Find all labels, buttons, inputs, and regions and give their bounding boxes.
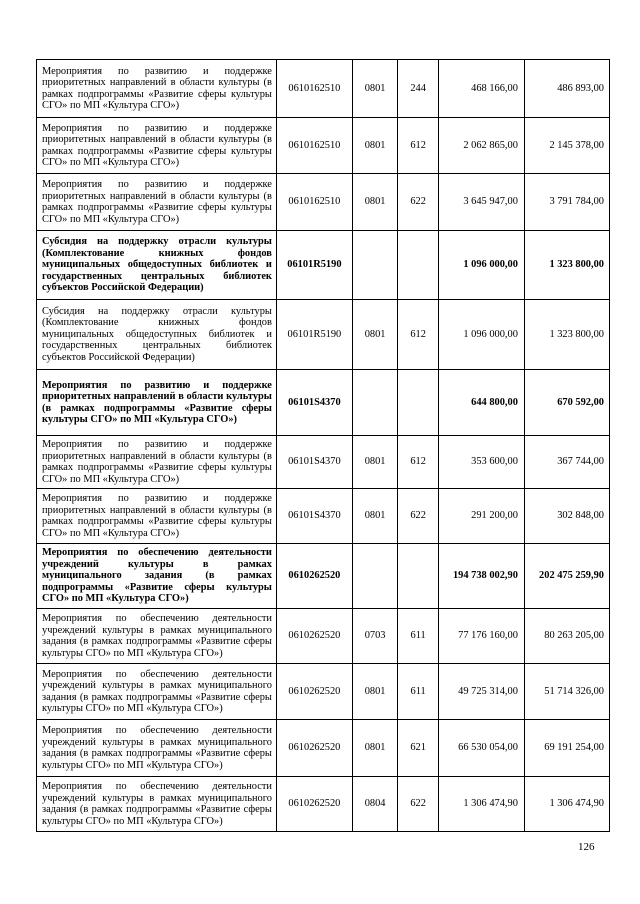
target-article-cell: 06101S4370	[276, 489, 352, 544]
amount-year2-cell: 486 893,00	[524, 60, 609, 118]
target-article-cell: 06101R5190	[276, 231, 352, 300]
expense-type-cell: 612	[398, 436, 438, 489]
amount-year1-cell: 194 738 002,90	[438, 544, 524, 609]
amount-year1-cell: 468 166,00	[438, 60, 524, 118]
expense-type-cell	[398, 544, 438, 609]
expense-type-cell: 612	[398, 300, 438, 370]
table-row-total	[37, 370, 610, 436]
expense-type-cell	[398, 231, 438, 300]
page-number: 126	[578, 841, 595, 853]
expense-type-cell: 612	[398, 118, 438, 174]
amount-year2-cell: 1 323 800,00	[524, 231, 609, 300]
section-code-cell: 0801	[352, 489, 398, 544]
table-row-total	[37, 544, 610, 609]
expense-name-cell: Мероприятия по развитию и поддержке приоритетных направлений в области культуры (в рамках подпрограммы «Развитие сферы культуры СГО» по МП «Культура СГО»)	[37, 489, 277, 544]
table-row-total	[37, 231, 610, 300]
target-article-cell: 0610262520	[276, 544, 352, 609]
amount-year2-cell: 1 323 800,00	[524, 300, 609, 370]
expense-name-cell: Мероприятия по обеспечению деятельности учреждений культуры в рамках муниципального задания (в рамках подпрограммы «Развитие сферы культуры СГО» по МП «Культура СГО»)	[37, 664, 277, 720]
budget-table-body	[37, 60, 610, 832]
section-code-cell: 0801	[352, 60, 398, 118]
table-row	[37, 300, 610, 370]
expense-name-cell: Субсидия на поддержку отрасли культуры (Комплектование книжных фондов муниципальных общедоступных библиотек и государственных центральных библиотек субъектов Российской Федерации)	[37, 231, 277, 300]
table-row	[37, 118, 610, 174]
section-code-cell: 0703	[352, 609, 398, 664]
target-article-cell: 0610262520	[276, 609, 352, 664]
expense-name-cell: Мероприятия по обеспечению деятельности учреждений культуры в рамках муниципального задания (в рамках подпрограммы «Развитие сферы культуры СГО» по МП «Культура СГО»)	[37, 609, 277, 664]
amount-year1-cell: 49 725 314,00	[438, 664, 524, 720]
amount-year2-cell: 367 744,00	[524, 436, 609, 489]
section-code-cell: 0801	[352, 720, 398, 777]
expense-type-cell: 611	[398, 664, 438, 720]
section-code-cell	[352, 231, 398, 300]
expense-name-cell: Мероприятия по развитию и поддержке приоритетных направлений в области культуры (в рамках подпрограммы «Развитие сферы культуры СГО» по МП «Культура СГО»)	[37, 118, 277, 174]
target-article-cell: 0610162510	[276, 60, 352, 118]
table-row	[37, 436, 610, 489]
amount-year1-cell: 291 200,00	[438, 489, 524, 544]
section-code-cell: 0801	[352, 436, 398, 489]
expense-name-cell: Мероприятия по обеспечению деятельности учреждений культуры в рамках муниципального задания (в рамках подпрограммы «Развитие сферы культуры СГО» по МП «Культура СГО»)	[37, 544, 277, 609]
table-row	[37, 664, 610, 720]
amount-year1-cell: 1 306 474,90	[438, 777, 524, 832]
expense-type-cell: 622	[398, 489, 438, 544]
amount-year1-cell: 3 645 947,00	[438, 174, 524, 231]
table-row	[37, 60, 610, 118]
expense-type-cell: 244	[398, 60, 438, 118]
expense-name-cell: Мероприятия по развитию и поддержке приоритетных направлений в области культуры (в рамках подпрограммы «Развитие сферы культуры СГО» по МП «Культура СГО»)	[37, 60, 277, 118]
expense-name-cell: Мероприятия по развитию и поддержке приоритетных направлений в области культуры (в рамках подпрограммы «Развитие сферы культуры СГО» по МП «Культура СГО»)	[37, 370, 277, 436]
amount-year1-cell: 353 600,00	[438, 436, 524, 489]
expense-type-cell: 622	[398, 777, 438, 832]
amount-year1-cell: 2 062 865,00	[438, 118, 524, 174]
amount-year1-cell: 644 800,00	[438, 370, 524, 436]
expense-name-cell: Мероприятия по развитию и поддержке приоритетных направлений в области культуры (в рамках подпрограммы «Развитие сферы культуры СГО» по МП «Культура СГО»)	[37, 174, 277, 231]
expense-type-cell: 611	[398, 609, 438, 664]
table-row	[37, 489, 610, 544]
amount-year1-cell: 1 096 000,00	[438, 300, 524, 370]
table-row	[37, 720, 610, 777]
target-article-cell: 0610262520	[276, 720, 352, 777]
expense-name-cell: Мероприятия по обеспечению деятельности учреждений культуры в рамках муниципального задания (в рамках подпрограммы «Развитие сферы культуры СГО» по МП «Культура СГО»)	[37, 720, 277, 777]
section-code-cell	[352, 370, 398, 436]
amount-year2-cell: 3 791 784,00	[524, 174, 609, 231]
target-article-cell: 06101S4370	[276, 370, 352, 436]
amount-year2-cell: 302 848,00	[524, 489, 609, 544]
section-code-cell: 0801	[352, 118, 398, 174]
expense-name-cell: Мероприятия по развитию и поддержке приоритетных направлений в области культуры (в рамках подпрограммы «Развитие сферы культуры СГО» по МП «Культура СГО»)	[37, 436, 277, 489]
budget-table	[36, 59, 610, 832]
section-code-cell: 0804	[352, 777, 398, 832]
target-article-cell: 06101S4370	[276, 436, 352, 489]
amount-year2-cell: 1 306 474,90	[524, 777, 609, 832]
table-row	[37, 174, 610, 231]
table-row	[37, 609, 610, 664]
target-article-cell: 0610262520	[276, 777, 352, 832]
target-article-cell: 0610162510	[276, 174, 352, 231]
section-code-cell: 0801	[352, 664, 398, 720]
expense-type-cell	[398, 370, 438, 436]
amount-year1-cell: 1 096 000,00	[438, 231, 524, 300]
expense-type-cell: 621	[398, 720, 438, 777]
table-row	[37, 777, 610, 832]
amount-year2-cell: 69 191 254,00	[524, 720, 609, 777]
amount-year2-cell: 80 263 205,00	[524, 609, 609, 664]
amount-year2-cell: 2 145 378,00	[524, 118, 609, 174]
expense-type-cell: 622	[398, 174, 438, 231]
section-code-cell: 0801	[352, 300, 398, 370]
target-article-cell: 0610262520	[276, 664, 352, 720]
target-article-cell: 0610162510	[276, 118, 352, 174]
section-code-cell	[352, 544, 398, 609]
amount-year1-cell: 77 176 160,00	[438, 609, 524, 664]
amount-year2-cell: 670 592,00	[524, 370, 609, 436]
target-article-cell: 06101R5190	[276, 300, 352, 370]
expense-name-cell: Мероприятия по обеспечению деятельности учреждений культуры в рамках муниципального задания (в рамках подпрограммы «Развитие сферы культуры СГО» по МП «Культура СГО»)	[37, 777, 277, 832]
amount-year2-cell: 51 714 326,00	[524, 664, 609, 720]
amount-year1-cell: 66 530 054,00	[438, 720, 524, 777]
expense-name-cell: Субсидия на поддержку отрасли культуры (Комплектование книжных фондов муниципальных общедоступных библиотек и государственных центральных библиотек субъектов Российской Федерации)	[37, 300, 277, 370]
amount-year2-cell: 202 475 259,90	[524, 544, 609, 609]
section-code-cell: 0801	[352, 174, 398, 231]
